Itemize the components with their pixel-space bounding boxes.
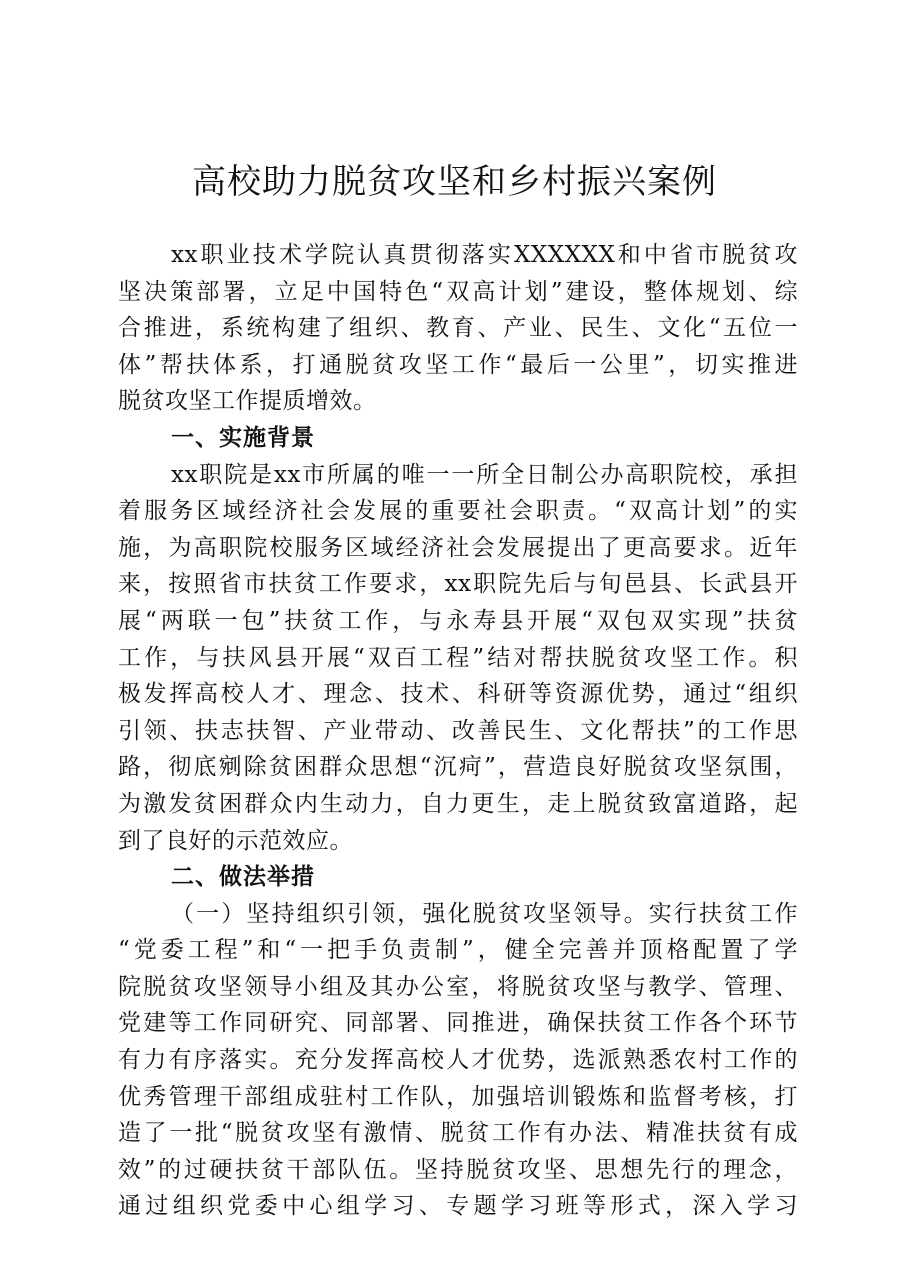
section2-line: 效”的过硬扶贫干部队伍。坚持脱贫攻坚、思想先行的理念， bbox=[118, 1156, 798, 1183]
document-body bbox=[118, 237, 798, 1225]
section1-line: 着服务区域经济社会发展的重要社会职责。“双高计划”的实 bbox=[118, 498, 798, 525]
section1-line: 极发挥高校人才、理念、技术、科研等资源优势，通过“组织 bbox=[118, 681, 798, 708]
section-heading-measures: 二、做法举措 bbox=[171, 864, 315, 891]
section2-line: （一）坚持组织引领，强化脱贫攻坚领导。实行扶贫工作 bbox=[171, 900, 798, 927]
section1-line: 路，彻底剜除贫困群众思想“沉疴”，营造良好脱贫攻坚氛围， bbox=[118, 754, 798, 781]
section2-line: 优秀管理干部组成驻村工作队，加强培训锻炼和监督考核，打 bbox=[118, 1083, 798, 1110]
section2-line: 造了一批“脱贫攻坚有激情、脱贫工作有办法、精准扶贫有成 bbox=[118, 1120, 798, 1147]
section1-line: 展“两联一包”扶贫工作，与永寿县开展“双包双实现”扶贫 bbox=[118, 607, 798, 634]
intro-line: 体”帮扶体系，打通脱贫攻坚工作“最后一公里”，切实推进 bbox=[118, 351, 798, 378]
section2-line: “党委工程”和“一把手负责制”，健全完善并顶格配置了学 bbox=[118, 937, 798, 964]
section1-line: 为激发贫困群众内生动力，自力更生，走上脱贫致富道路，起 bbox=[118, 790, 798, 817]
intro-line: 坚决策部署，立足中国特色“双高计划”建设，整体规划、综 bbox=[118, 278, 798, 305]
section1-line: 来，按照省市扶贫工作要求，xx职院先后与旬邑县、长武县开 bbox=[118, 571, 798, 598]
section2-line: 院脱贫攻坚领导小组及其办公室，将脱贫攻坚与教学、管理、 bbox=[118, 973, 798, 1000]
section1-line: 到了良好的示范效应。 bbox=[118, 827, 353, 854]
section2-line: 通过组织党委中心组学习、专题学习班等形式，深入学习 bbox=[118, 1193, 798, 1220]
section1-line: xx职院是xx市所属的唯一一所全日制公办高职院校，承担 bbox=[171, 461, 798, 488]
document-title: 高校助力脱贫攻坚和乡村振兴案例 bbox=[192, 162, 717, 202]
intro-line: 合推进，系统构建了组织、教育、产业、民生、文化“五位一 bbox=[118, 315, 798, 342]
section1-line: 工作，与扶风县开展“双百工程”结对帮扶脱贫攻坚工作。积 bbox=[118, 644, 798, 671]
section2-line: 党建等工作同研究、同部署、同推进，确保扶贫工作各个环节 bbox=[118, 1010, 798, 1037]
section1-line: 施，为高职院校服务区域经济社会发展提出了更高要求。近年 bbox=[118, 534, 798, 561]
section1-line: 引领、扶志扶智、产业带动、改善民生、文化帮扶”的工作思 bbox=[118, 717, 798, 744]
intro-line: 脱贫攻坚工作提质增效。 bbox=[118, 388, 377, 415]
intro-line: xx职业技术学院认真贯彻落实XXXXXX和中省市脱贫攻 bbox=[171, 242, 798, 268]
section-heading-background: 一、实施背景 bbox=[171, 424, 315, 451]
section2-line: 有力有序落实。充分发挥高校人才优势，选派熟悉农村工作的 bbox=[118, 1047, 798, 1074]
